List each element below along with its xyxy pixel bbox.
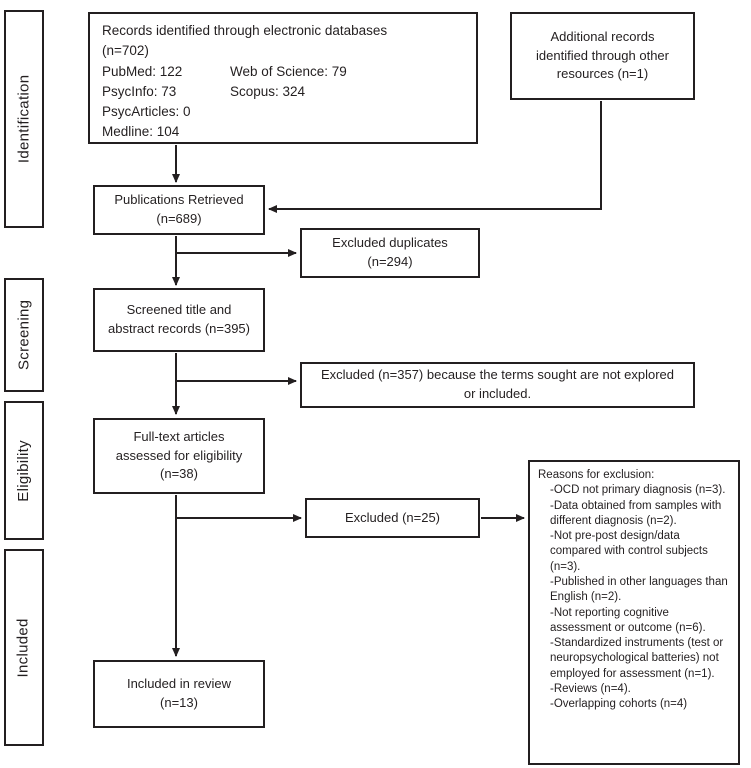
- excluded-terms-box: [300, 362, 695, 408]
- additional-records-line: resources (n=1): [556, 66, 649, 82]
- fulltext-line: (n=38): [160, 466, 198, 482]
- reason-item: -Not reporting cognitive assessment or outcome (n=6).: [550, 606, 706, 634]
- duplicates-line: Excluded duplicates: [332, 235, 448, 251]
- fulltext-line: assessed for eligibility: [115, 447, 243, 463]
- excluded-terms-line: Excluded (n=357) because the terms sought are not explored: [320, 367, 675, 383]
- stage-label-screening: [4, 278, 44, 392]
- reason-item: -Data obtained from samples with different diagnosis (n=2).: [550, 499, 722, 527]
- database-count: Scopus: 324: [230, 83, 306, 99]
- retrieved-line: (n=689): [156, 211, 202, 226]
- excluded-duplicates-box: [300, 228, 480, 278]
- database-count: PsycInfo: 73: [102, 83, 177, 99]
- stage-label-text: Included: [15, 617, 33, 678]
- retrieved-line: Publications Retrieved: [114, 192, 244, 208]
- database-count: Web of Science: 79: [230, 63, 347, 79]
- database-count: PsycArticles: 0: [102, 104, 191, 119]
- reasons-for-exclusion-box: [528, 460, 740, 765]
- records-column-1: [102, 62, 230, 143]
- additional-records-line: Additional records: [550, 28, 655, 44]
- included-review-line: (n=13): [160, 695, 198, 710]
- reason-item: -Not pre-post design/data compared with control subjects (n=3).: [550, 530, 708, 573]
- fulltext-assessed-box: [93, 418, 265, 494]
- records-identified-box: [88, 12, 478, 144]
- reason-item: -Reviews (n=4).: [550, 682, 631, 695]
- screened-line: abstract records (n=395): [108, 321, 250, 336]
- stage-label-text: Eligibility: [15, 439, 33, 502]
- duplicates-line: (n=294): [367, 254, 413, 269]
- included-in-review-box: [93, 660, 265, 728]
- excluded-terms-line: or included.: [463, 386, 532, 401]
- records-count: (n=702): [102, 43, 149, 59]
- reason-item: -Overlapping cohorts (n=4): [550, 698, 688, 711]
- reasons-title: Reasons for exclusion:: [538, 469, 655, 481]
- fulltext-line: Full-text articles: [133, 428, 225, 444]
- stage-label-included: [4, 549, 44, 746]
- reason-item: -OCD not primary diagnosis (n=3).: [550, 484, 726, 497]
- stage-label-text: Screening: [15, 299, 33, 371]
- additional-records-box: [510, 12, 695, 100]
- reason-item: -Standardized instruments (test or neuropsychological batteries) not employed for assessment (n=1).: [550, 637, 724, 680]
- excluded-25-box: [305, 498, 480, 538]
- reason-item: -Published in other languages than English (n=2).: [550, 575, 728, 604]
- stage-label-eligibility: [4, 401, 44, 540]
- records-column-2: [230, 62, 347, 143]
- database-count: PubMed: 122: [102, 63, 183, 79]
- screened-records-box: [93, 288, 265, 352]
- additional-records-line: identified through other: [536, 47, 669, 63]
- included-review-line: Included in review: [126, 676, 232, 692]
- stage-label-text: Identification: [15, 74, 33, 164]
- excluded-25-label: Excluded (n=25): [344, 509, 441, 525]
- database-count: Medline: 104: [102, 124, 180, 140]
- records-title: Records identified through electronic databases: [102, 23, 388, 38]
- publications-retrieved-box: [93, 185, 265, 235]
- stage-label-identification: [4, 10, 44, 228]
- records-database-columns: [102, 62, 464, 143]
- screened-line: Screened title and: [126, 302, 232, 318]
